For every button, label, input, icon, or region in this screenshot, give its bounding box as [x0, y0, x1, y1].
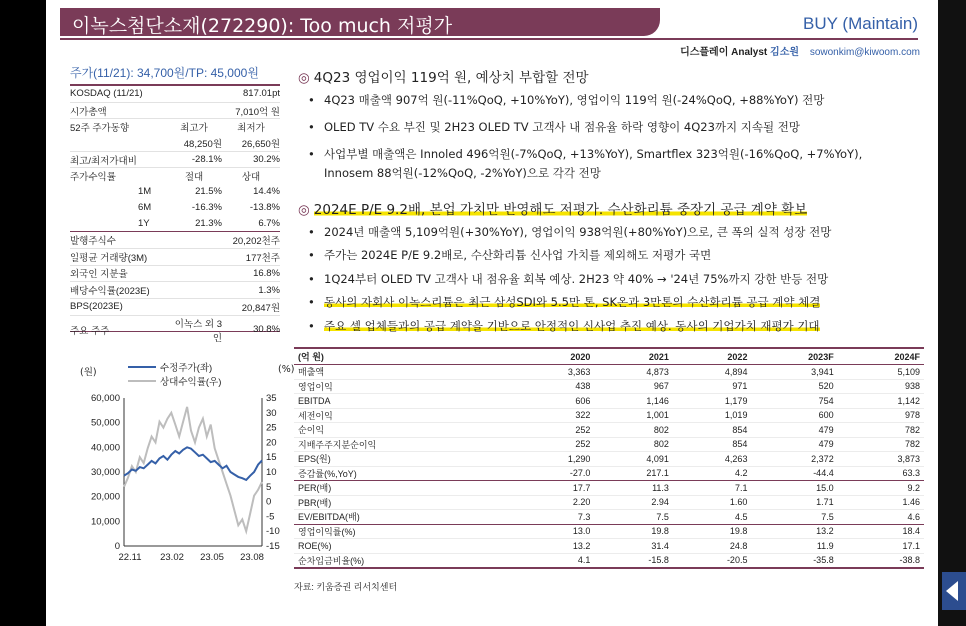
table-row-label: 순이익: [294, 423, 516, 438]
table-cell: 7.5: [751, 510, 837, 525]
w52-vs-label: 최고/최저가대비: [70, 155, 137, 167]
table-cell: 782: [838, 423, 924, 438]
volume-value: 177천주: [245, 252, 280, 264]
table-cell: 11.9: [751, 539, 837, 554]
table-cell: 1,290: [516, 452, 595, 467]
table-row-label: 영업이익률(%): [294, 524, 516, 539]
bullet-2-5: [324, 316, 820, 337]
y-left-tick-label: 50,000: [90, 417, 120, 429]
y-right-tick-label: 20: [266, 437, 277, 449]
table-row-label: PER(배): [294, 481, 516, 496]
analyst-label: 디스플레이 Analyst: [680, 47, 768, 58]
table-cell: 520: [751, 379, 837, 394]
holder-row: [70, 316, 280, 344]
table-cell: 19.8: [673, 524, 752, 539]
table-row-label: EBITDA: [294, 394, 516, 409]
table-unit-header: (억 원): [294, 348, 516, 365]
analyst-email[interactable]: sowonkim@kiwoom.com: [809, 47, 920, 58]
y-left-tick-label: 10,000: [90, 516, 120, 528]
table-cell: 11.3: [594, 481, 673, 496]
table-row: [294, 394, 924, 409]
table-cell: 1,001: [594, 408, 673, 423]
table-cell: 854: [673, 423, 752, 438]
circle-mark-icon: ◎: [298, 70, 310, 86]
table-body: [294, 365, 924, 569]
section-title-text: 2024E P/E 9.2배, 본업 가치만 반영해도 저평가. 수산화리튬 중장기 공급 계약 확보: [313, 202, 808, 218]
legend-swatch-relative: [128, 380, 156, 382]
y-left-tick-label: 60,000: [90, 393, 120, 404]
table-cell: 4.1: [516, 553, 595, 568]
w52-high: 48,250원: [183, 138, 222, 150]
bullet-2-4: [324, 292, 820, 313]
w52-vs-row: [70, 152, 280, 169]
table-cell: -27.0: [516, 466, 595, 481]
table-row-label: 지배주주지분순이익: [294, 437, 516, 452]
bullet-1-2: • OLED TV 수요 부진 및 2H23 OLED TV 고객사 내 점유율 하락 영향이 4Q23까지 지속될 전망: [324, 117, 800, 138]
table-row: [294, 452, 924, 467]
table-row-label: EPS(원): [294, 452, 516, 467]
returns-row-1y: [70, 216, 280, 233]
chart-unit-left: (원): [80, 367, 97, 378]
bps-label: BPS(2023E): [70, 301, 123, 313]
table-row: [294, 379, 924, 394]
bps-value: 20,847원: [241, 302, 280, 314]
table-row: [294, 495, 924, 510]
legend-label-relative: 상대수익률(우): [160, 377, 222, 388]
table-cell: 802: [594, 437, 673, 452]
table-row-label: PBR(배): [294, 495, 516, 510]
table-cell: 252: [516, 437, 595, 452]
report-page: [46, 0, 938, 626]
holder-value: 30.8%: [253, 324, 280, 336]
table-cell: 1,142: [838, 394, 924, 409]
foreign-value: 16.8%: [253, 267, 280, 279]
table-cell: 31.4: [594, 539, 673, 554]
table-row-label: 순차입금비율(%): [294, 553, 516, 568]
returns-abs: 21.3%: [195, 217, 222, 229]
table-cell: 1,179: [673, 394, 752, 409]
holder-name: 이녹스 외 3인: [174, 318, 222, 344]
table-cell: 63.3: [838, 466, 924, 481]
series-line-price: [124, 447, 262, 480]
table-cell: 18.4: [838, 524, 924, 539]
returns-label: 주가수익률: [70, 172, 116, 184]
section-title-1: [298, 66, 589, 86]
mcap-label: 시가총액: [70, 106, 107, 118]
returns-row-6m: [70, 200, 280, 216]
table-cell: 19.8: [594, 524, 673, 539]
table-cell: 754: [751, 394, 837, 409]
table-row: [294, 408, 924, 423]
w52-low-label: 최저가: [237, 123, 265, 135]
table-cell: 7.1: [673, 481, 752, 496]
returns-abs: -16.3%: [191, 202, 222, 214]
circle-mark-icon: ◎: [298, 202, 310, 218]
y-right-tick-label: 5: [266, 481, 272, 493]
prev-page-arrow-icon[interactable]: [942, 572, 966, 610]
legend-item-relative: [128, 374, 221, 388]
table-cell: 322: [516, 408, 595, 423]
table-cell: 2.20: [516, 495, 595, 510]
table-cell: 600: [751, 408, 837, 423]
foreign-label: 외국인 지분율: [70, 269, 128, 281]
x-tick-label: 23.02: [160, 552, 184, 563]
rating-label: BUY (Maintain): [803, 14, 918, 33]
bullet-1-3-cont: Innosem 88억원(-12%QoQ, -2%YoY)으로 각각 전망: [324, 166, 601, 180]
table-cell: 3,873: [838, 452, 924, 467]
table-cell: 5,109: [838, 365, 924, 380]
y-left-tick-label: 0: [114, 541, 120, 552]
table-cell: 1.46: [838, 495, 924, 510]
table-cell: 252: [516, 423, 595, 438]
table-cell: 3,941: [751, 365, 837, 380]
returns-row-1m: [70, 184, 280, 200]
returns-abs-label: 절대: [184, 172, 204, 184]
table-row-label: 증감률(%,YoY): [294, 466, 516, 481]
y-right-tick-label: -5: [266, 511, 275, 523]
table-cell: 4,873: [594, 365, 673, 380]
returns-rel: 6.7%: [258, 217, 280, 229]
table-cell: 7.5: [594, 510, 673, 525]
analyst-info: [680, 43, 920, 58]
returns-rel: -13.8%: [249, 202, 280, 214]
stock-info-panel: [70, 64, 280, 344]
table-cell: 3,363: [516, 365, 595, 380]
w52-vs-high: -28.1%: [191, 154, 222, 166]
table-cell: 4,894: [673, 365, 752, 380]
table-row-label: 세전이익: [294, 408, 516, 423]
table-cell: 7.3: [516, 510, 595, 525]
y-right-tick-label: 25: [266, 422, 277, 434]
table-cell: 4.6: [838, 510, 924, 525]
price-target-head: 주가(11/21): 34,700원/TP: 45,000원: [70, 64, 280, 86]
w52-vs-low: 30.2%: [253, 154, 280, 166]
chart-unit-right: (%): [278, 364, 295, 375]
y-left-tick-label: 30,000: [90, 467, 120, 478]
table-row: [294, 423, 924, 438]
header-divider: [60, 38, 918, 40]
bullet-1-3: • 사업부별 매출액은 Innoled 496억원(-7%QoQ, +13%YoY), Smartflex 323억원(-16%QoQ, +7%YoY),: [324, 144, 862, 165]
returns-abs: 21.5%: [195, 186, 222, 198]
y-left-tick-label: 40,000: [90, 442, 120, 454]
table-cell: 17.7: [516, 481, 595, 496]
shares-label: 발행주식수: [70, 236, 116, 248]
table-row: [294, 365, 924, 380]
table-cell: 2.94: [594, 495, 673, 510]
table-cell: 606: [516, 394, 595, 409]
table-cell: 802: [594, 423, 673, 438]
table-cell: 4.2: [673, 466, 752, 481]
w52-label: 52주 주가동향: [70, 123, 130, 135]
table-year-header: 2022: [673, 348, 752, 365]
kosdaq-row: [70, 86, 280, 103]
bullet-text: 주요 셀 업체들과의 공급 계약을 기반으로 안정적인 신사업 추진 예상. 동사의 기업가치 재평가 기대: [324, 319, 820, 333]
bullet-2-1: • 2024년 매출액 5,109억원(+30%YoY), 영업이익 938억원(+80%YoY)으로, 큰 폭의 실적 성장 전망: [324, 222, 831, 243]
x-tick-label: 23.05: [200, 552, 224, 563]
x-tick-label: 22.11: [118, 552, 142, 563]
w52-low: 26,650원: [241, 138, 280, 150]
returns-head-row: [70, 168, 280, 184]
table-cell: -15.8: [594, 553, 673, 568]
table-cell: -44.4: [751, 466, 837, 481]
bullet-1-1: • 4Q23 매출액 907억 원(-11%QoQ, +10%YoY), 영업이익 119억 원(-24%QoQ, +88%YoY) 전망: [324, 90, 824, 111]
chart-legend: [128, 360, 221, 388]
mcap-row: [70, 103, 280, 120]
w52-high-label: 최고가: [180, 123, 208, 135]
table-cell: 1.60: [673, 495, 752, 510]
table-row-label: ROE(%): [294, 539, 516, 554]
shares-value: 20,202천주: [232, 236, 280, 248]
table-cell: 479: [751, 423, 837, 438]
table-cell: -35.8: [751, 553, 837, 568]
table-cell: 967: [594, 379, 673, 394]
table-cell: 13.2: [751, 524, 837, 539]
table-row: [294, 466, 924, 481]
table-cell: 9.2: [838, 481, 924, 496]
legend-item-price: [128, 360, 221, 374]
table-row-label: EV/EBITDA(배): [294, 510, 516, 525]
returns-period: 1Y: [138, 217, 150, 229]
returns-period: 6M: [138, 202, 152, 214]
y-right-tick-label: -15: [266, 541, 280, 552]
table-year-header: 2021: [594, 348, 673, 365]
table-row: [294, 437, 924, 452]
table-year-header: 2024F: [838, 348, 924, 365]
dividend-row: [70, 282, 280, 299]
table-cell: 782: [838, 437, 924, 452]
table-cell: 978: [838, 408, 924, 423]
table-cell: 479: [751, 437, 837, 452]
price-chart-svg: [70, 358, 306, 568]
price-chart: [70, 358, 306, 568]
table-cell: 938: [838, 379, 924, 394]
table-cell: 438: [516, 379, 595, 394]
y-right-tick-label: 15: [266, 452, 277, 464]
bullet-2-2: • 주가는 2024E P/E 9.2배로, 수산화리튬 신사업 가치를 제외해도 저평가 국면: [324, 245, 711, 266]
table-row-label: 영업이익: [294, 379, 516, 394]
series-line-relative: [124, 407, 262, 531]
volume-row: [70, 249, 280, 266]
w52-head-row: [70, 119, 280, 135]
y-right-tick-label: -10: [266, 526, 280, 538]
table-cell: 854: [673, 437, 752, 452]
mcap-value: 7,010억 원: [235, 106, 280, 118]
legend-swatch-price: [128, 366, 156, 368]
returns-period: 1M: [138, 186, 152, 198]
dividend-value: 1.3%: [258, 284, 280, 296]
table-cell: 1,146: [594, 394, 673, 409]
section-title-text: 4Q23 영업이익 119억 원, 예상치 부합할 전망: [313, 70, 589, 86]
table-row: [294, 510, 924, 525]
table-cell: 15.0: [751, 481, 837, 496]
bullet-text: 동사의 자회사 이녹스리튬은 최근 삼성SDI와 5.5만 톤, SK온과 3만톤의 수산화리튬 공급 계약 체결: [324, 295, 821, 309]
table-cell: 13.0: [516, 524, 595, 539]
kosdaq-value: 817.01pt: [243, 88, 280, 100]
bps-row: [70, 299, 280, 316]
table-year-header: 2023F: [751, 348, 837, 365]
table-year-header: 2020: [516, 348, 595, 365]
report-title: 이녹스첨단소재(272290): Too much 저평가: [72, 15, 453, 37]
title-bar: [60, 8, 660, 36]
table-cell: -38.8: [838, 553, 924, 568]
source-note: 자료: 키움증권 리서치센터: [294, 582, 398, 592]
table-row: [294, 524, 924, 539]
y-right-tick-label: 10: [266, 467, 277, 478]
table-cell: 17.1: [838, 539, 924, 554]
analyst-name: 김소원: [770, 47, 800, 58]
table-cell: 13.2: [516, 539, 595, 554]
shares-row: [70, 232, 280, 249]
table-cell: 4,263: [673, 452, 752, 467]
table-row: [294, 553, 924, 568]
table-cell: 1,019: [673, 408, 752, 423]
dividend-label: 배당수익률(2023E): [70, 286, 150, 298]
table-row-label: 매출액: [294, 365, 516, 380]
table-row: [294, 481, 924, 496]
bullet-2-3: • 1Q24부터 OLED TV 고객사 내 점유율 회복 예상. 2H23 약 40% → '24년 75%까지 강한 반등 전망: [324, 269, 828, 290]
table-cell: 971: [673, 379, 752, 394]
table-cell: 2,372: [751, 452, 837, 467]
w52-values-row: [70, 135, 280, 152]
y-right-tick-label: 35: [266, 393, 277, 404]
table-cell: 1.71: [751, 495, 837, 510]
legend-label-price: 수정주가(좌): [160, 363, 213, 374]
table-cell: 4,091: [594, 452, 673, 467]
y-right-tick-label: 30: [266, 407, 277, 419]
table-cell: 217.1: [594, 466, 673, 481]
table-header-row: [294, 348, 924, 365]
returns-rel-label: 상대: [241, 172, 261, 184]
holder-label: 주요 주주: [70, 325, 110, 337]
returns-rel: 14.4%: [253, 186, 280, 198]
viewer-edge: [938, 0, 966, 626]
table-cell: -20.5: [673, 553, 752, 568]
section-title-2: [298, 198, 807, 218]
table-cell: 4.5: [673, 510, 752, 525]
y-right-tick-label: 0: [266, 496, 272, 508]
financial-table: [294, 347, 924, 569]
volume-label: 일평균 거래량(3M): [70, 252, 148, 264]
x-tick-label: 23.08: [240, 552, 264, 563]
foreign-row: [70, 266, 280, 283]
kosdaq-label: KOSDAQ (11/21): [70, 88, 143, 100]
table-row: [294, 539, 924, 554]
table-cell: 24.8: [673, 539, 752, 554]
y-left-tick-label: 20,000: [90, 491, 120, 503]
